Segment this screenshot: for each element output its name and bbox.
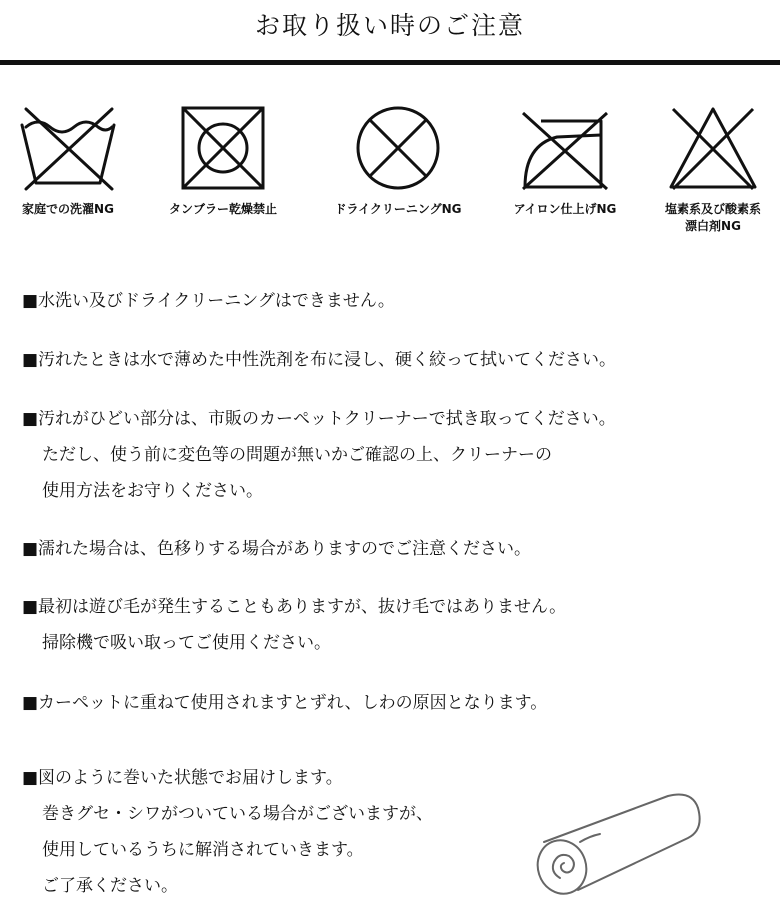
care-label-no-washing: 家庭での洗濯NG	[22, 202, 114, 216]
note-item	[22, 589, 762, 661]
no-bleach-icon	[665, 103, 761, 193]
note-line: ■濡れた場合は、色移りする場合がありますのでご注意ください。	[22, 539, 532, 559]
note-line: ■カーペットに重ねて使用されますとずれ、しわの原因となります。	[22, 693, 548, 713]
no-ironing-icon	[517, 103, 613, 193]
no-washing-icon	[16, 103, 120, 193]
note-item	[22, 401, 762, 509]
note-item	[22, 283, 762, 319]
note-line: 使用方法をお守りください。	[42, 481, 263, 501]
note-line: ■汚れたときは水で薄めた中性洗剤を布に浸し、硬く絞って拭いてください。	[22, 350, 617, 370]
care-label-no-tumble-dry: タンブラー乾燥禁止	[168, 202, 277, 216]
note-item	[22, 760, 502, 904]
note-line: 掃除機で吸い取ってご使用ください。	[42, 633, 331, 653]
note-item	[22, 342, 762, 378]
note-line: ■最初は遊び毛が発生することもありますが、抜け毛ではありません。	[22, 597, 567, 617]
care-symbol-no-dry-clean	[323, 103, 473, 218]
note-item	[22, 685, 762, 721]
rolled-carpet-illustration	[492, 772, 722, 912]
page-title: お取り扱い時のご注意	[254, 11, 525, 40]
care-symbol-no-ironing	[490, 103, 640, 218]
care-symbol-no-washing	[0, 103, 143, 218]
care-label-no-dry-clean: ドライクリーニングNG	[334, 202, 462, 216]
care-label-no-ironing: アイロン仕上げNG	[513, 202, 617, 216]
note-line: 巻きグセ・シワがついている場合がございますが、	[42, 804, 433, 824]
rolled-carpet-icon	[492, 772, 722, 912]
title-divider	[0, 60, 780, 65]
no-dry-clean-icon	[353, 103, 443, 193]
care-label-no-bleach: 塩素系及び酸素系 漂白剤NG	[664, 202, 761, 233]
care-symbol-no-bleach	[638, 103, 780, 235]
note-line: 使用しているうちに解消されていきます。	[42, 840, 364, 860]
note-line: ■水洗い及びドライクリーニングはできません。	[22, 291, 395, 311]
no-tumble-dry-icon	[178, 103, 268, 193]
note-item	[22, 531, 762, 567]
note-line: ただし、使う前に変色等の問題が無いかご確認の上、クリーナーの	[42, 445, 552, 465]
note-line: ご了承ください。	[42, 876, 178, 896]
note-line: ■図のように巻いた状態でお届けします。	[22, 768, 343, 788]
care-symbol-no-tumble-dry	[148, 103, 298, 218]
note-line: ■汚れがひどい部分は、市販のカーペットクリーナーで拭き取ってください。	[22, 409, 616, 429]
